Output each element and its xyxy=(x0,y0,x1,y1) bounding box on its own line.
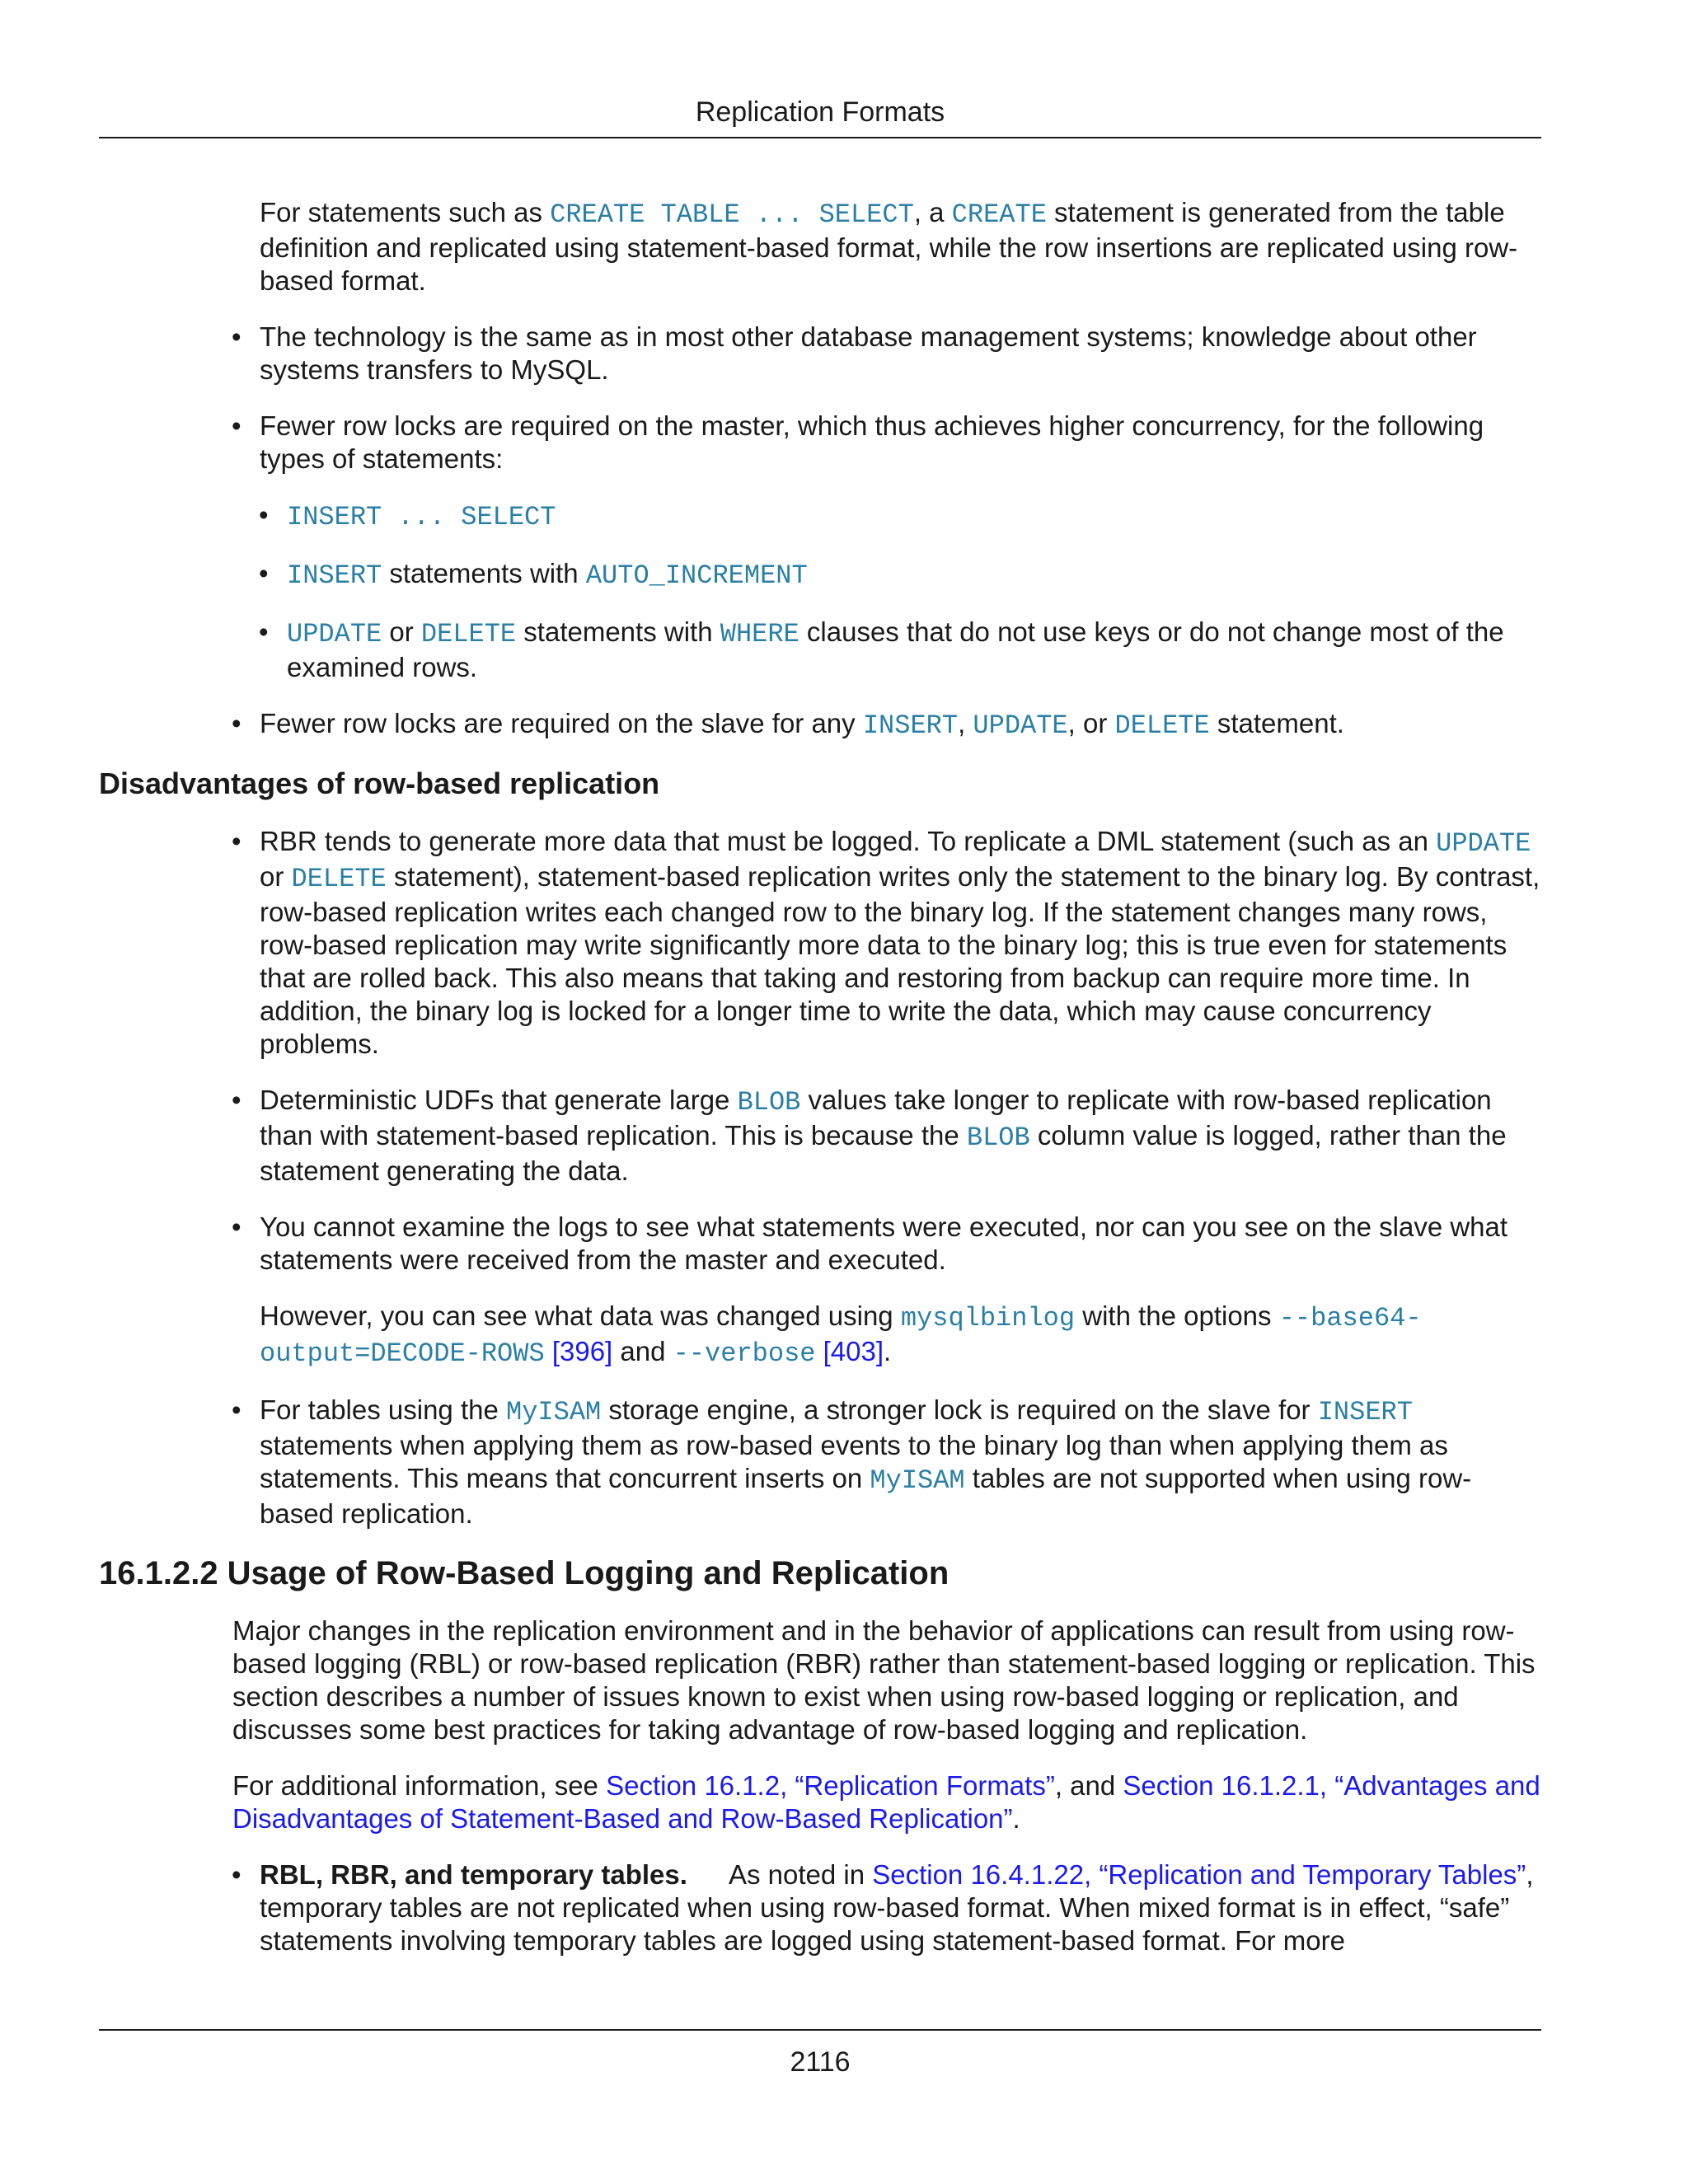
running-header: Replication Formats xyxy=(695,96,945,128)
code-myisam: MyISAM xyxy=(870,1465,965,1496)
page-number: 2116 xyxy=(790,2046,851,2078)
term-rbl-rbr-temporary: RBL, RBR, and temporary tables. xyxy=(260,1859,687,1890)
code-blob: BLOB xyxy=(737,1087,801,1118)
code-insert: INSERT xyxy=(287,560,382,591)
code-insert: INSERT xyxy=(862,710,959,741)
header-rule xyxy=(99,137,1541,138)
sub-bullet-update-delete: • UPDATE or DELETE statements with WHERE clauses that do not use keys or do not change most of the examined rows. xyxy=(287,616,1545,684)
code-create: CREATE xyxy=(951,199,1047,230)
create-table-paragraph: For statements such as CREATE TABLE ... SELECT, a CREATE statement is generated from the table definition and replicated using statement-based format, while the row insertions are replicated using row-based format. xyxy=(260,197,1518,296)
code-delete: DELETE xyxy=(1114,710,1210,741)
footer-rule xyxy=(99,2029,1541,2031)
code-insert: INSERT xyxy=(1317,1397,1413,1427)
code-blob: BLOB xyxy=(966,1122,1030,1153)
code-where: WHERE xyxy=(720,619,799,649)
code-delete: DELETE xyxy=(420,619,517,649)
bullet-blob-udfs: • Deterministic UDFs that generate large BLOB values take longer to replicate with row-based replication than with statement-based replication. This is because the BLOB column value is logged, rather than the statement generating the data. xyxy=(260,1084,1545,1188)
mysqlbinlog-note: However, you can see what data was changed using mysqlbinlog with the options --base64-output=DECODE-ROWS [396] and --verbose [403]. xyxy=(260,1301,1422,1369)
sub-bullet-insert-auto-increment: • INSERT statements with AUTO_INCREMENT xyxy=(287,557,1545,593)
code-update: UPDATE xyxy=(1436,828,1531,859)
code-update: UPDATE xyxy=(973,710,1068,741)
code-delete: DELETE xyxy=(291,864,387,894)
code-update: UPDATE xyxy=(287,619,382,649)
code-insert-select: INSERT ... SELECT xyxy=(287,502,556,532)
bullet-temporary-tables: • RBL, RBR, and temporary tables. As noted in Section 16.4.1.22, “Replication and Temporary Tables”, temporary tables are not replicated when using row-based format. When mixed format is in effect, “safe” statements involving temporary tables are logged using statement-based format. For more xyxy=(260,1858,1545,1957)
code-auto-increment: AUTO_INCREMENT xyxy=(585,560,808,591)
link-section-16-1-2-1[interactable]: Section 16.1.2.1, “Advantages and Disadvantages of Statement-Based and Row-Based Replication” xyxy=(232,1770,1540,1834)
link-ref-403[interactable]: [403] xyxy=(823,1336,884,1366)
code-create-table-select: CREATE TABLE ... SELECT xyxy=(550,199,914,230)
bullet-rbr-more-data: • RBR tends to generate more data that must be logged. To replicate a DML statement (such as an UPDATE or DELETE statement), statement-based replication writes only the statement to the binary log. By contrast, row-based replication writes each changed row to the binary log. If the statement changes many rows, row-based replication may write significantly more data to the binary log; this is true even for statements that are rolled back. This also means that taking and restoring from backup can require more time. In addition, the binary log is locked for a longer time to write the data, which may cause concurrency problems. xyxy=(260,825,1545,1061)
disadvantages-heading: Disadvantages of row-based replication xyxy=(99,766,660,800)
bullet-fewer-locks-master: • Fewer row locks are required on the master, which thus achieves higher concurrency, for the following types of statements: xyxy=(260,410,1545,476)
link-section-16-1-2[interactable]: Section 16.1.2, “Replication Formats” xyxy=(606,1770,1055,1801)
link-ref-396[interactable]: [396] xyxy=(551,1336,613,1366)
section-heading: 16.1.2.2 Usage of Row-Based Logging and Replication xyxy=(99,1555,950,1591)
bullet-cannot-examine-logs: • You cannot examine the logs to see what statements were executed, nor can you see on the slave what statements were received from the master and executed. xyxy=(260,1211,1545,1277)
code-myisam: MyISAM xyxy=(506,1397,602,1427)
additional-info-paragraph: For additional information, see Section 16.1.2, “Replication Formats”, and Section 16.1.2.1, “Advantages and Disadvantages of Statement-Based and Row-Based Replication”. xyxy=(232,1770,1540,1834)
page-content xyxy=(0,196,1688,1957)
link-section-16-4-1-22[interactable]: Section 16.4.1.22, “Replication and Temporary Tables” xyxy=(872,1859,1526,1890)
code-mysqlbinlog: mysqlbinlog xyxy=(900,1303,1076,1333)
bullet-myisam-lock: • For tables using the MyISAM storage engine, a stronger lock is required on the slave for INSERT statements when applying them as row-based events to the binary log than when applying them as statements. This means that concurrent inserts on MyISAM tables are not supported when using row-based replication. xyxy=(260,1394,1545,1530)
code-base64-output: --base64-output=DECODE-ROWS xyxy=(260,1303,1422,1369)
sub-bullet-insert-select xyxy=(287,499,1545,534)
section-intro-paragraph: Major changes in the replication environment and in the behavior of applications can result from using row-based logging (RBL) or row-based replication (RBR) rather than statement-based logging or replication. This section describes a number of issues known to exist when using row-based logging or replication, and discusses some best practices for taking advantage of row-based logging and replication. xyxy=(232,1615,1536,1745)
bullet-fewer-locks-slave: • Fewer row locks are required on the slave for any INSERT, UPDATE, or DELETE statement. xyxy=(260,707,1545,743)
bullet-technology: • The technology is the same as in most other database management systems; knowledge about other systems transfers to MySQL. xyxy=(260,321,1545,387)
code-verbose: --verbose xyxy=(673,1338,816,1369)
